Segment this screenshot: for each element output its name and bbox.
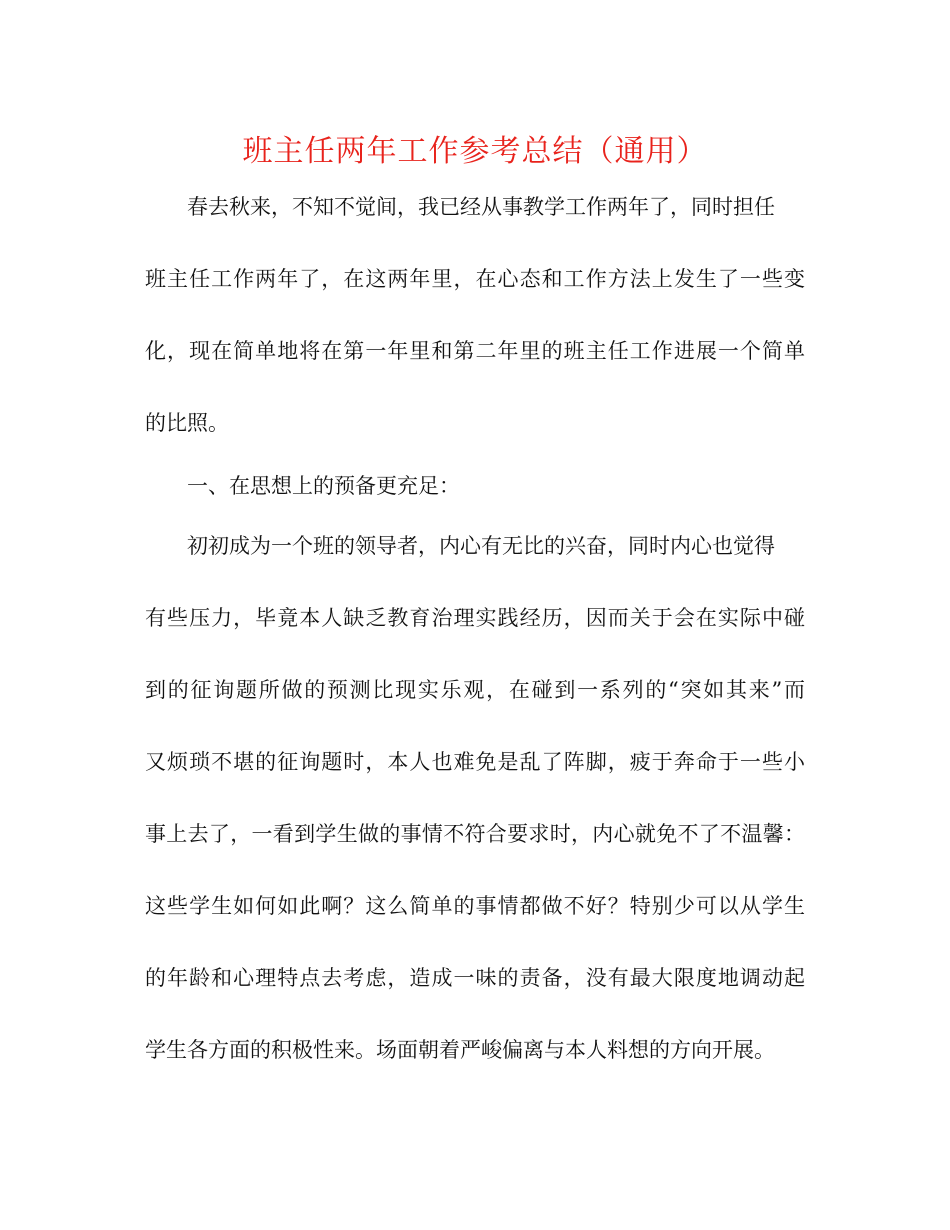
paragraph-line: 事上去了，一看到学生做的事情不符合要求时，内心就免不了不温馨： xyxy=(145,822,805,846)
paragraph-line: 班主任工作两年了，在这两年里，在心态和工作方法上发生了一些变 xyxy=(145,267,805,291)
paragraph-line: 春去秋来，不知不觉间，我已经从事教学工作两年了，同时担任 xyxy=(187,195,775,219)
paragraph-line: 学生各方面的积极性来。场面朝着严峻偏离与本人料想的方向开展。 xyxy=(145,1038,775,1062)
paragraph-line: 又烦琐不堪的征询题时，本人也难免是乱了阵脚，疲于奔命于一些小 xyxy=(145,750,805,774)
paragraph-line: 化，现在简单地将在第一年里和第二年里的班主任工作进展一个简单 xyxy=(145,339,805,363)
document-title: 班主任两年工作参考总结（通用） xyxy=(242,134,708,169)
paragraph-line: 这些学生如何如此啊？这么简单的事情都做不好？特别少可以从学生 xyxy=(145,894,805,918)
section-heading: 一、在思想上的预备更充足： xyxy=(187,474,460,498)
paragraph-line: 到的征询题所做的预测比现实乐观，在碰到一系列的“突如其来”而 xyxy=(145,678,805,702)
paragraph-line: 有些压力，毕竟本人缺乏教育治理实践经历，因而关于会在实际中碰 xyxy=(145,606,805,630)
paragraph-line: 的比照。 xyxy=(145,411,229,435)
paragraph-line: 的年龄和心理特点去考虑，造成一味的责备，没有最大限度地调动起 xyxy=(145,966,805,990)
paragraph-line: 初初成为一个班的领导者，内心有无比的兴奋，同时内心也觉得 xyxy=(187,534,775,558)
